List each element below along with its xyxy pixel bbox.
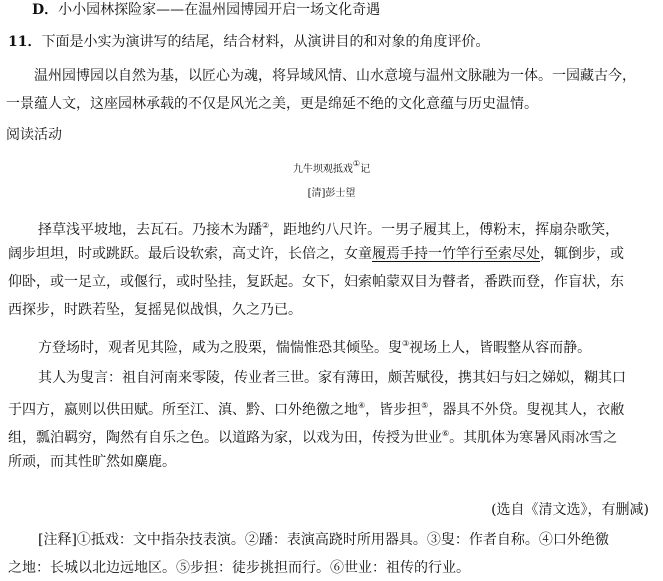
source-citation: (选自《清文选》，有删减) xyxy=(491,502,649,518)
p1-line-3: 仰卧，或一足立，或偃行，或时坠挂，复跃起。女下，妇索帕蒙双目为瞽者，番跌而登，作盲状，东 xyxy=(8,274,624,290)
reading-label: 阅读活动 xyxy=(6,127,62,143)
article-title-end: 记 xyxy=(360,164,371,175)
note-marker-5: ⑤ xyxy=(421,401,429,410)
article-author: [清]彭士望 xyxy=(307,188,356,199)
p1-line-2-b: ，辄倒步，或 xyxy=(540,246,624,262)
p3-line-4: 所顽，而其性旷然如麋鹿。 xyxy=(8,454,176,470)
note-marker-4: ④ xyxy=(358,401,366,410)
p1-line-1-b: ，距地约八尺许。一男子履其上，傅粉末，挥扇杂歌笑， xyxy=(269,222,620,238)
option-d-letter: D． xyxy=(32,2,59,18)
p3-line-2 xyxy=(8,396,624,416)
p3-line-1: 其人为叟言：祖自河南来零陵，传业者三世。家有薄田，颇苦赋役，携其妇与妇之娣姒，糊其口 xyxy=(38,370,626,386)
p3-line-2-a: 于四方，嬴则以供田赋。所至江、滇、黔、口外绝徼之地 xyxy=(8,402,358,418)
p1-line-4: 西探步，时跌若坠，复摇晃似战惧，久之乃已。 xyxy=(8,302,302,318)
article-title xyxy=(0,154,663,174)
note-marker-6: ⑥ xyxy=(442,429,450,438)
p3-line-3-a: 组，瓢泊羁穷，陶然有自乐之色。以道路为家，以戏为田，传授为世业 xyxy=(8,430,442,446)
p3-line-2-c: ，器具不外贷。叟视其人，衣敝 xyxy=(428,402,625,418)
p1-line-2-a: 阔步坦坦，时或跳跃。最后设软索，高丈许，长倍之，女童 xyxy=(8,246,372,262)
note-marker-3: ③ xyxy=(402,339,410,348)
p2-b: 视场上人，皆暇整从容而静。 xyxy=(409,340,592,356)
material-line-1: 温州园博园以自然为基，以匠心为魂，将异域风情、山水意境与温州文脉融为一体。一园藏古今， xyxy=(34,68,636,84)
option-d-text: 小小园林探险家——在温州园博园开启一场文化奇遇 xyxy=(58,2,381,18)
p1-line-1 xyxy=(38,216,619,236)
p2-a: 方登场时，观者见其险，咸为之股栗，惴惴惟恐其倾坠。叟 xyxy=(38,340,402,356)
p3-line-3-b: 。其肌体为寒暑风雨冰雪之 xyxy=(449,430,618,446)
question-11-number: 11． xyxy=(8,34,42,50)
p1-line-1-a: 择草浅平坡地，去瓦石。乃接木为蹯 xyxy=(38,222,262,238)
article-title-text: 九牛坝观抵戏 xyxy=(292,164,353,175)
notes-line-1: [注释]①抵戏：文中指杂技表演。②蹯：表演高跷时所用器具。③叟：作者自称。④口外绝徼 xyxy=(38,532,609,548)
question-11 xyxy=(8,32,489,52)
option-d xyxy=(32,0,380,20)
p1-line-2 xyxy=(8,244,624,264)
p2-line xyxy=(38,334,591,354)
p3-line-3 xyxy=(8,424,617,444)
question-11-prompt: 下面是小实为演讲写的结尾，结合材料，从演讲目的和对象的角度评价。 xyxy=(41,34,490,50)
note-marker-2: ② xyxy=(262,221,270,230)
title-note-marker: ① xyxy=(352,159,361,168)
material-line-2: 一景蕴人文，这座园林承载的不仅是风光之美，更是绵延不绝的文化意蕴与历史温情。 xyxy=(6,96,538,112)
notes-line-2: 之地：长城以北边远地区。⑤步担：徒步挑担而行。⑥世业：祖传的行业。 xyxy=(8,560,470,576)
underlined-sentence: 履焉手持一竹竿行至索尽处 xyxy=(372,246,540,262)
p3-line-2-b: ，皆步担 xyxy=(365,402,422,418)
